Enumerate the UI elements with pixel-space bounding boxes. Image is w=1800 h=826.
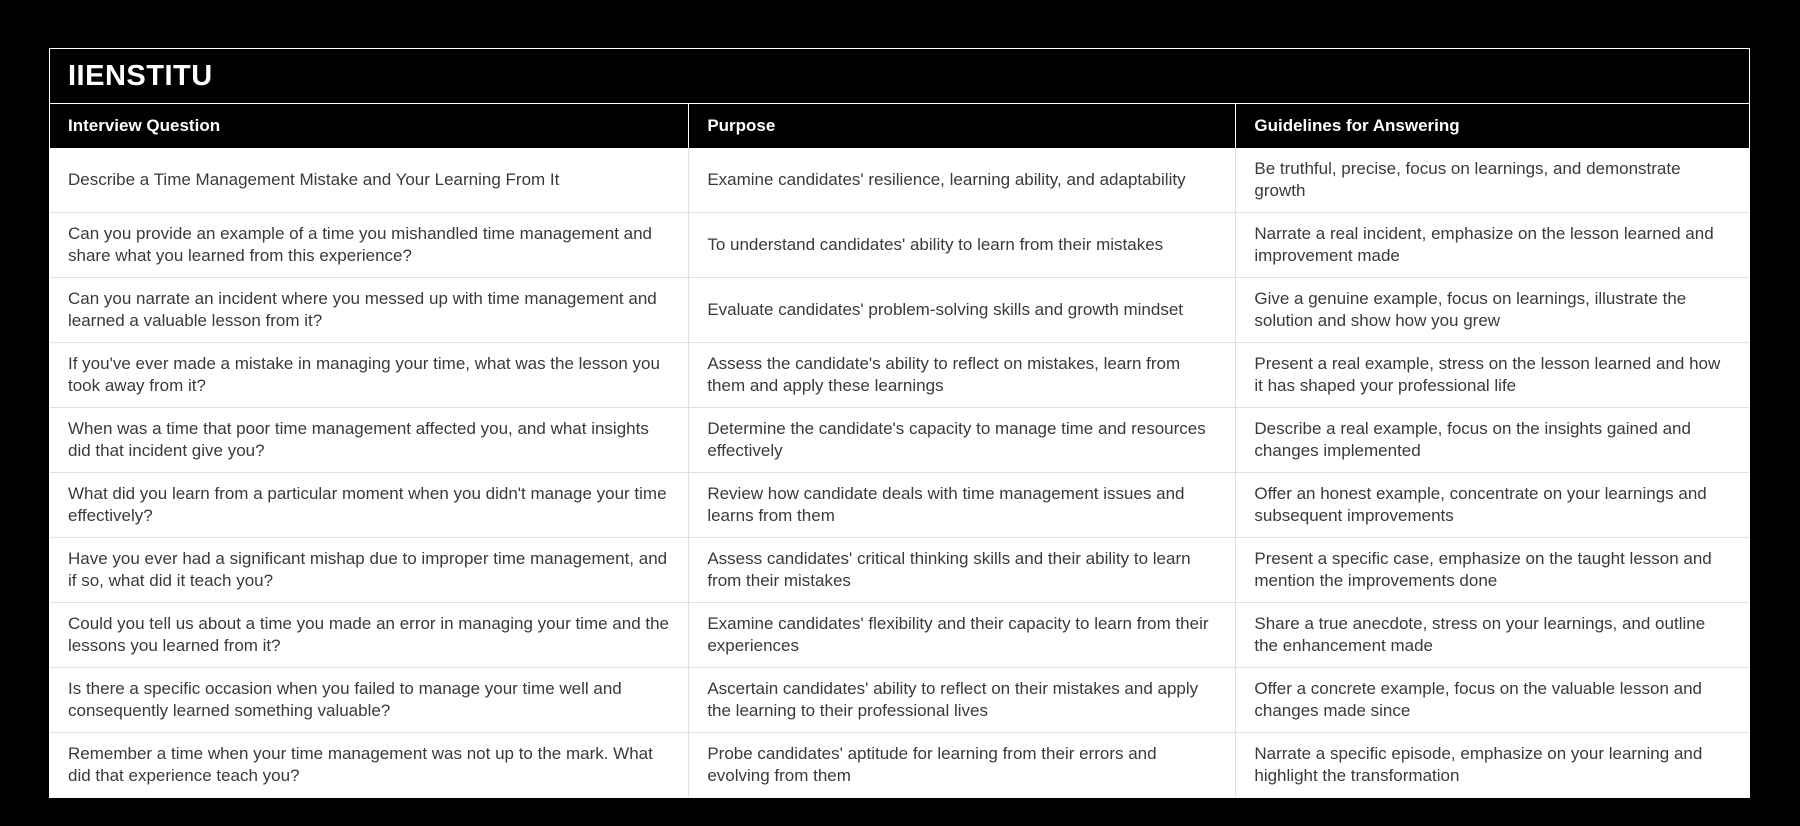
table-body: [50, 148, 1749, 797]
guidelines-cell: Offer a concrete example, focus on the valuable lesson and changes made since: [1236, 668, 1749, 733]
table-row: [50, 148, 1749, 213]
purpose-cell: To understand candidates' ability to learn from their mistakes: [689, 213, 1236, 278]
table-header-row: [50, 104, 1749, 148]
question-cell: What did you learn from a particular moment when you didn't manage your time effectively?: [50, 473, 689, 538]
question-cell: Can you provide an example of a time you mishandled time management and share what you learned from this experience?: [50, 213, 689, 278]
column-header-interview-question: Interview Question: [50, 104, 689, 148]
question-cell: Can you narrate an incident where you messed up with time management and learned a valuable lesson from it?: [50, 278, 689, 343]
purpose-cell: Ascertain candidates' ability to reflect on their mistakes and apply the learning to their professional lives: [689, 668, 1236, 733]
table-row: [50, 668, 1749, 733]
column-header-purpose: Purpose: [689, 104, 1236, 148]
purpose-cell: Examine candidates' flexibility and their capacity to learn from their experiences: [689, 603, 1236, 668]
question-cell: If you've ever made a mistake in managing your time, what was the lesson you took away from it?: [50, 343, 689, 408]
table-row: [50, 538, 1749, 603]
guidelines-cell: Offer an honest example, concentrate on your learnings and subsequent improvements: [1236, 473, 1749, 538]
table-row: [50, 408, 1749, 473]
table-row: [50, 733, 1749, 798]
table-row: [50, 278, 1749, 343]
table-row: [50, 343, 1749, 408]
table-row: [50, 603, 1749, 668]
guidelines-cell: Share a true anecdote, stress on your learnings, and outline the enhancement made: [1236, 603, 1749, 668]
guidelines-cell: Give a genuine example, focus on learnings, illustrate the solution and show how you grew: [1236, 278, 1749, 343]
table-row: [50, 473, 1749, 538]
guidelines-cell: Narrate a specific episode, emphasize on your learning and highlight the transformation: [1236, 733, 1749, 798]
purpose-cell: Probe candidates' aptitude for learning from their errors and evolving from them: [689, 733, 1236, 798]
interview-questions-table: [50, 104, 1749, 797]
table-row: [50, 213, 1749, 278]
purpose-cell: Review how candidate deals with time management issues and learns from them: [689, 473, 1236, 538]
column-header-guidelines: Guidelines for Answering: [1236, 104, 1749, 148]
purpose-cell: Examine candidates' resilience, learning ability, and adaptability: [689, 148, 1236, 213]
purpose-cell: Assess candidates' critical thinking skills and their ability to learn from their mistakes: [689, 538, 1236, 603]
table-header: [50, 104, 1749, 148]
purpose-cell: Determine the candidate's capacity to manage time and resources effectively: [689, 408, 1236, 473]
purpose-cell: Assess the candidate's ability to reflect on mistakes, learn from them and apply these learnings: [689, 343, 1236, 408]
interview-table-card: [49, 48, 1750, 798]
question-cell: When was a time that poor time management affected you, and what insights did that incident give you?: [50, 408, 689, 473]
guidelines-cell: Be truthful, precise, focus on learnings, and demonstrate growth: [1236, 148, 1749, 213]
question-cell: Could you tell us about a time you made an error in managing your time and the lessons you learned from it?: [50, 603, 689, 668]
purpose-cell: Evaluate candidates' problem-solving skills and growth mindset: [689, 278, 1236, 343]
guidelines-cell: Present a specific case, emphasize on the taught lesson and mention the improvements done: [1236, 538, 1749, 603]
table-title-bar: [50, 49, 1749, 104]
question-cell: Describe a Time Management Mistake and Your Learning From It: [50, 148, 689, 213]
question-cell: Is there a specific occasion when you failed to manage your time well and consequently learned something valuable?: [50, 668, 689, 733]
guidelines-cell: Present a real example, stress on the lesson learned and how it has shaped your professional life: [1236, 343, 1749, 408]
guidelines-cell: Narrate a real incident, emphasize on the lesson learned and improvement made: [1236, 213, 1749, 278]
question-cell: Have you ever had a significant mishap due to improper time management, and if so, what did it teach you?: [50, 538, 689, 603]
question-cell: Remember a time when your time management was not up to the mark. What did that experience teach you?: [50, 733, 689, 798]
guidelines-cell: Describe a real example, focus on the insights gained and changes implemented: [1236, 408, 1749, 473]
page-title: IIENSTITU: [68, 59, 213, 92]
